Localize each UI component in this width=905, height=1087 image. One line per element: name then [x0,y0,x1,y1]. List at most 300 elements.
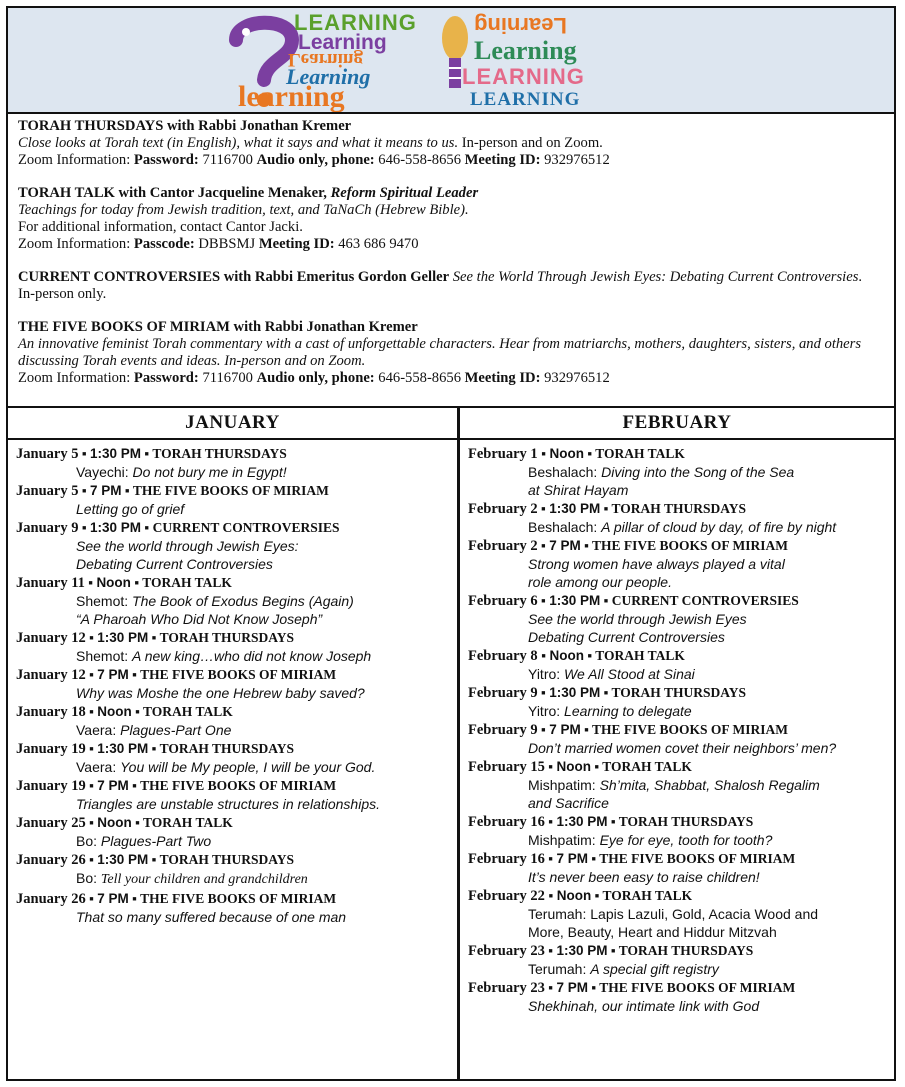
entry-portion: Bo: [76,833,101,849]
entry-time: Noon [97,704,132,719]
entry-separator: ▪ [128,667,141,682]
logo-word: Learning [474,36,577,65]
entry-date: February 16 [468,814,545,830]
entry-topic: A special gift registry [590,961,719,977]
entry-separator: ▪ [85,704,98,719]
entry-topic: A new king…who did not know Joseph [132,648,372,664]
program-torah-thursdays [18,118,878,169]
entry-topic: and Sacrifice [528,795,609,811]
logo-word: Learning [298,31,387,54]
entry-program: TORAH TALK [602,888,693,903]
entry-header [468,592,894,610]
entry-topic: You will be My people, I will be your God. [120,759,376,775]
entry-header [16,482,457,500]
entry-topic-line [16,795,457,813]
lightbulb-icon [440,14,470,104]
entry-topic-line [16,647,457,665]
entry-topic: Debating Current Controversies [528,629,725,645]
entry-time: 7 PM [556,980,588,995]
entry-topic: The Book of Exodus Begins (Again) [132,593,354,609]
entry-program: CURRENT CONTROVERSIES [611,593,799,608]
entry-date: February 1 [468,446,542,462]
entry-topic: Plagues-Part Two [100,833,212,849]
phone-value: 646-558-8656 [374,152,465,168]
entry-date: January 12 [16,630,86,646]
program-current-controversies [18,269,878,303]
entry-separator: ▪ [85,778,98,793]
entry-separator: ▪ [607,814,619,829]
entry-portion: Shemot: [76,648,133,664]
entry-separator: ▪ [591,888,603,903]
entry-time: 7 PM [90,483,122,498]
phone-label: Audio only, phone: [256,370,375,386]
entry-separator: ▪ [544,943,557,958]
entry-header [468,445,894,463]
schedule-entry [16,777,457,813]
program-description: An innovative feminist Torah commentary with a cast of unforgettable characters. Hear from matriarchs, mothers, daughters, sisters, and others discussing Torah events and ideas. In-person and on Zoom. [18,336,862,369]
entry-program: TORAH THURSDAYS [159,741,294,756]
entry-date: January 11 [16,575,85,591]
entry-header [16,666,457,684]
schedule-entry [16,740,457,776]
entry-topic: A pillar of cloud by day, of fire by night [601,519,837,535]
entry-date: February 22 [468,888,549,904]
program-descriptions [18,118,878,403]
schedule-entry [468,721,894,757]
entry-time: 1:30 PM [549,685,601,700]
entry-topic-line [16,908,457,926]
entry-date: January 26 [16,891,86,907]
entry-time: 1:30 PM [556,943,608,958]
entry-separator: ▪ [128,891,141,906]
entry-separator: ▪ [600,685,612,700]
entry-time: 1:30 PM [97,630,149,645]
entry-topic: Triangles are unstable structures in relationships. [76,796,381,812]
entry-topic: Shekhinah, our intimate link with God [528,998,760,1014]
entry-topic: at Shirat Hayam [528,482,629,498]
entry-portion: Vaera: [76,722,121,738]
entry-header [468,647,894,665]
entry-header [16,629,457,647]
entry-program: TORAH TALK [143,815,233,830]
entry-separator: ▪ [583,648,596,663]
program-torah-talk [18,185,878,253]
entry-separator: ▪ [587,980,600,995]
entry-topic: See the world through Jewish Eyes [528,611,747,627]
program-note: . In-person only. [18,269,863,302]
logo-word: Learning [288,49,363,70]
entry-portion: Yitro: [528,666,565,682]
entry-portion: Terumah: [528,961,591,977]
program-five-books [18,319,878,387]
schedule-entry [16,703,457,739]
entry-program: TORAH TALK [602,759,692,774]
entry-header [16,574,457,592]
entry-date: January 26 [16,852,86,868]
zoom-label: Zoom Information: [18,236,134,252]
entry-topic-line [16,684,457,702]
entry-separator: ▪ [544,814,557,829]
entry-header [468,758,894,776]
entry-topic-line [468,831,894,849]
password-label: Password: [133,152,199,168]
entry-date: February 6 [468,593,538,609]
entry-portion: Terumah: [528,906,591,922]
schedule-entry [468,942,894,978]
entry-topic: We All Stood at Sinai [564,666,695,682]
entry-time: 1:30 PM [549,593,601,608]
entry-separator: ▪ [141,446,153,461]
schedule-entry [468,445,894,499]
program-title: THE FIVE BOOKS OF MIRIAM with Rabbi Jonathan Kremer [18,319,418,335]
program-title-italic: Reform Spiritual Leader [330,185,479,201]
entry-topic-line [468,868,894,886]
entry-topic-line [468,518,894,536]
program-title: CURRENT CONTROVERSIES with Rabbi Emeritus Gordon Geller [18,269,450,285]
entry-header [468,500,894,518]
entry-topic-line [16,592,457,610]
entry-date: February 9 [468,722,538,738]
program-note: In-person and on Zoom. [458,135,603,151]
entry-program: THE FIVE BOOKS OF MIRIAM [592,538,789,553]
learning-banner [8,8,894,114]
entry-separator: ▪ [130,575,143,590]
entry-header [16,777,457,795]
entry-time: Noon [549,648,584,663]
entry-topic-line [468,463,894,481]
entry-topic-line [468,628,894,646]
entry-program: TORAH TALK [142,575,232,590]
entry-topic: Diving into the Song of the Sea [601,464,795,480]
entry-program: TORAH TALK [143,704,233,719]
entry-date: February 15 [468,759,545,775]
entry-program: THE FIVE BOOKS OF MIRIAM [132,483,329,498]
entry-topic-line [468,776,894,794]
password-label: Password: [133,370,199,386]
entry-header [16,703,457,721]
entry-header [468,887,894,905]
entry-time: 7 PM [549,722,581,737]
schedule-entry [16,482,457,518]
zoom-label: Zoom Information: [18,370,134,386]
entry-topic-line [16,610,457,628]
entry-program: THE FIVE BOOKS OF MIRIAM [140,891,337,906]
entry-topic: Lapis Lazuli, Gold, Acacia Wood and [590,906,819,922]
entry-separator: ▪ [544,759,557,774]
entry-separator: ▪ [121,483,133,498]
month-heading: FEBRUARY [460,408,894,440]
entry-date: January 12 [16,667,86,683]
entry-header [468,537,894,555]
entry-time: 1:30 PM [90,446,142,461]
entry-time: Noon [96,575,131,590]
learning-logo [224,10,664,113]
entry-separator: ▪ [600,501,612,516]
schedule-entry [16,890,457,926]
entry-time: 1:30 PM [90,520,142,535]
entry-time: 1:30 PM [549,501,601,516]
entry-topic: More, Beauty, Heart and Hiddur Mitzvah [528,924,777,940]
entry-program: TORAH THURSDAYS [159,852,294,867]
entry-date: January 5 [16,446,79,462]
entry-topic: “A Pharoah Who Did Not Know Joseph” [76,611,323,627]
entry-program: THE FIVE BOOKS OF MIRIAM [140,667,337,682]
schedule-entry [16,445,457,481]
entry-topic: Strong women have always played a vital [528,556,785,572]
entry-program: THE FIVE BOOKS OF MIRIAM [599,980,796,995]
entry-portion: Beshalach: [528,464,602,480]
schedule-entry [468,758,894,812]
entry-topic-line [16,832,457,850]
entry-separator: ▪ [607,943,619,958]
entry-header [16,445,457,463]
entry-topic: Plagues-Part One [120,722,232,738]
february-column [457,408,894,1079]
entry-date: February 9 [468,685,538,701]
entry-separator: ▪ [148,852,160,867]
entry-topic: Letting go of grief [76,501,185,517]
entry-time: 1:30 PM [97,741,149,756]
entry-portion: Vaera: [76,759,121,775]
schedule-entry [16,519,457,573]
entry-separator: ▪ [128,778,141,793]
zoom-label: Zoom Information: [18,152,134,168]
entry-program: TORAH TALK [595,648,685,663]
entry-portion: Mishpatim: [528,832,600,848]
month-heading: JANUARY [8,408,457,440]
entry-date: January 5 [16,483,79,499]
entry-separator: ▪ [537,501,550,516]
entry-portion: Shemot: [76,593,133,609]
entry-program: TORAH THURSDAYS [618,943,754,958]
january-entries [8,440,457,926]
entry-topic-line [468,905,894,923]
schedule-entry [16,574,457,628]
schedule-entry [16,629,457,665]
entry-header [468,813,894,831]
flyer-frame [6,6,896,1081]
program-description: See the World Through Jewish Eyes: Debating Current Controversies [449,269,859,285]
entry-time: Noon [549,446,584,461]
schedule-entry [468,887,894,941]
entry-separator: ▪ [541,446,550,461]
passcode-value: DBBSMJ [194,236,259,252]
entry-header [16,814,457,832]
entry-topic: Learning to delegate [564,703,692,719]
meeting-id-value: 463 686 9470 [334,236,419,252]
entry-topic: Eye for eye, tooth for tooth? [599,832,773,848]
entry-separator: ▪ [78,446,90,461]
entry-topic: That so many suffered because of one man [76,909,347,925]
entry-separator: ▪ [537,538,550,553]
entry-program: TORAH THURSDAYS [618,814,754,829]
entry-time: 7 PM [549,538,581,553]
entry-date: January 18 [16,704,86,720]
entry-portion: Beshalach: [528,519,602,535]
entry-separator: ▪ [85,891,98,906]
schedule-entry [16,851,457,889]
schedule-entry [468,979,894,1015]
entry-separator: ▪ [141,520,153,535]
entry-program: THE FIVE BOOKS OF MIRIAM [140,778,337,793]
entry-program: TORAH THURSDAYS [159,630,294,645]
schedule-entry [16,666,457,702]
meeting-id-value: 932976512 [540,370,610,386]
entry-separator: ▪ [78,520,90,535]
entry-topic-line [468,555,894,573]
entry-separator: ▪ [548,888,557,903]
entry-separator: ▪ [85,815,98,830]
entry-topic-line [16,721,457,739]
entry-time: 7 PM [556,851,588,866]
entry-separator: ▪ [148,630,160,645]
logo-word: LEARNING [294,10,417,35]
passcode-label: Passcode: [133,236,195,252]
schedule-entry [468,850,894,886]
entry-portion: Mishpatim: [528,777,600,793]
entry-separator: ▪ [84,575,97,590]
meeting-id-label: Meeting ID: [464,152,541,168]
entry-topic-line [468,481,894,499]
entry-separator: ▪ [148,741,160,756]
entry-portion: Vayechi: [76,464,133,480]
entry-time: Noon [556,759,591,774]
entry-time: Noon [556,888,592,903]
entry-topic: It’s never been easy to raise children! [528,869,760,885]
entry-separator: ▪ [537,685,550,700]
entry-separator: ▪ [131,815,144,830]
entry-topic-line [16,758,457,776]
february-entries [460,440,894,1015]
entry-topic-line [468,794,894,812]
entry-separator: ▪ [590,759,603,774]
entry-time: 7 PM [97,891,129,906]
schedule-entry [468,813,894,849]
entry-date: January 19 [16,778,86,794]
entry-topic: Don’t married women covet their neighbors’ men? [528,740,837,756]
entry-date: January 9 [16,520,79,536]
entry-topic: Why was Moshe the one Hebrew baby saved? [76,685,365,701]
program-title: TORAH TALK with Cantor Jacqueline Menaker, [18,185,331,201]
password-value: 7116700 [198,370,257,386]
entry-topic: Tell your children and grandchildren [100,872,308,887]
schedule-entry [468,684,894,720]
entry-separator: ▪ [583,446,596,461]
entry-separator: ▪ [85,741,98,756]
entry-date: February 8 [468,648,542,664]
entry-date: January 19 [16,741,86,757]
entry-separator: ▪ [580,722,593,737]
logo-word: learning [238,80,345,113]
entry-topic-line [16,869,457,889]
entry-separator: ▪ [544,851,557,866]
logo-word: Learning [286,64,371,89]
entry-header [16,519,457,537]
entry-date: February 16 [468,851,545,867]
entry-header [468,942,894,960]
entry-separator: ▪ [580,538,593,553]
entry-topic-line [16,555,457,573]
entry-time: 7 PM [97,667,129,682]
entry-time: 7 PM [97,778,129,793]
entry-separator: ▪ [537,593,550,608]
meeting-id-value: 932976512 [540,152,610,168]
program-description: Close looks at Torah text (in English), what it says and what it means to us. [18,135,459,151]
entry-topic: Do not bury me in Egypt! [132,464,287,480]
entry-separator: ▪ [537,722,550,737]
entry-topic-line [468,960,894,978]
entry-program: TORAH THURSDAYS [611,685,746,700]
schedule-entry [16,814,457,850]
entry-header [16,851,457,869]
entry-program: THE FIVE BOOKS OF MIRIAM [592,722,789,737]
meeting-id-label: Meeting ID: [464,370,541,386]
entry-topic: See the world through Jewish Eyes: [76,538,299,554]
schedule-entry [468,500,894,536]
entry-date: January 25 [16,815,86,831]
entry-program: TORAH THURSDAYS [611,501,746,516]
program-description: Teachings for today from Jewish tradition, text, and TaNaCh (Hebrew Bible). [18,202,469,218]
entry-portion: Yitro: [528,703,565,719]
meeting-id-label: Meeting ID: [258,236,335,252]
entry-header [468,850,894,868]
schedule-entry [468,537,894,591]
schedule-entry [468,592,894,646]
entry-time: 1:30 PM [97,852,149,867]
entry-topic-line [468,573,894,591]
entry-topic-line [468,665,894,683]
entry-separator: ▪ [131,704,144,719]
schedule-entry [468,647,894,683]
entry-topic-line [468,702,894,720]
entry-program: CURRENT CONTROVERSIES [152,520,340,535]
entry-separator: ▪ [600,593,612,608]
entry-program: TORAH TALK [595,446,685,461]
entry-program: TORAH THURSDAYS [152,446,287,461]
entry-topic: Debating Current Controversies [76,556,273,572]
january-column [8,408,457,1079]
entry-separator: ▪ [544,980,557,995]
entry-program: THE FIVE BOOKS OF MIRIAM [599,851,796,866]
program-title: TORAH THURSDAYS with Rabbi Jonathan Kremer [18,118,352,134]
entry-topic-line [468,997,894,1015]
entry-date: February 2 [468,538,538,554]
entry-header [16,740,457,758]
entry-header [468,684,894,702]
phone-value: 646-558-8656 [374,370,465,386]
entry-separator: ▪ [541,648,550,663]
entry-date: February 23 [468,980,545,996]
logo-word: LEARNING [470,89,581,110]
entry-topic: Sh’mita, Shabbat, Shalosh Regalim [599,777,820,793]
entry-time: Noon [97,815,132,830]
entry-portion: Bo: [76,870,101,886]
entry-topic-line [16,500,457,518]
entry-header [468,721,894,739]
entry-topic-line [468,739,894,757]
password-value: 7116700 [198,152,257,168]
entry-time: 1:30 PM [556,814,608,829]
logo-word: Learning [474,13,567,38]
program-extra: For additional information, contact Cantor Jacki. [18,219,303,235]
entry-topic: role among our people. [528,574,672,590]
entry-topic-line [468,923,894,941]
entry-date: February 23 [468,943,545,959]
entry-separator: ▪ [85,667,98,682]
entry-separator: ▪ [587,851,600,866]
entry-topic-line [16,463,457,481]
entry-topic-line [16,537,457,555]
